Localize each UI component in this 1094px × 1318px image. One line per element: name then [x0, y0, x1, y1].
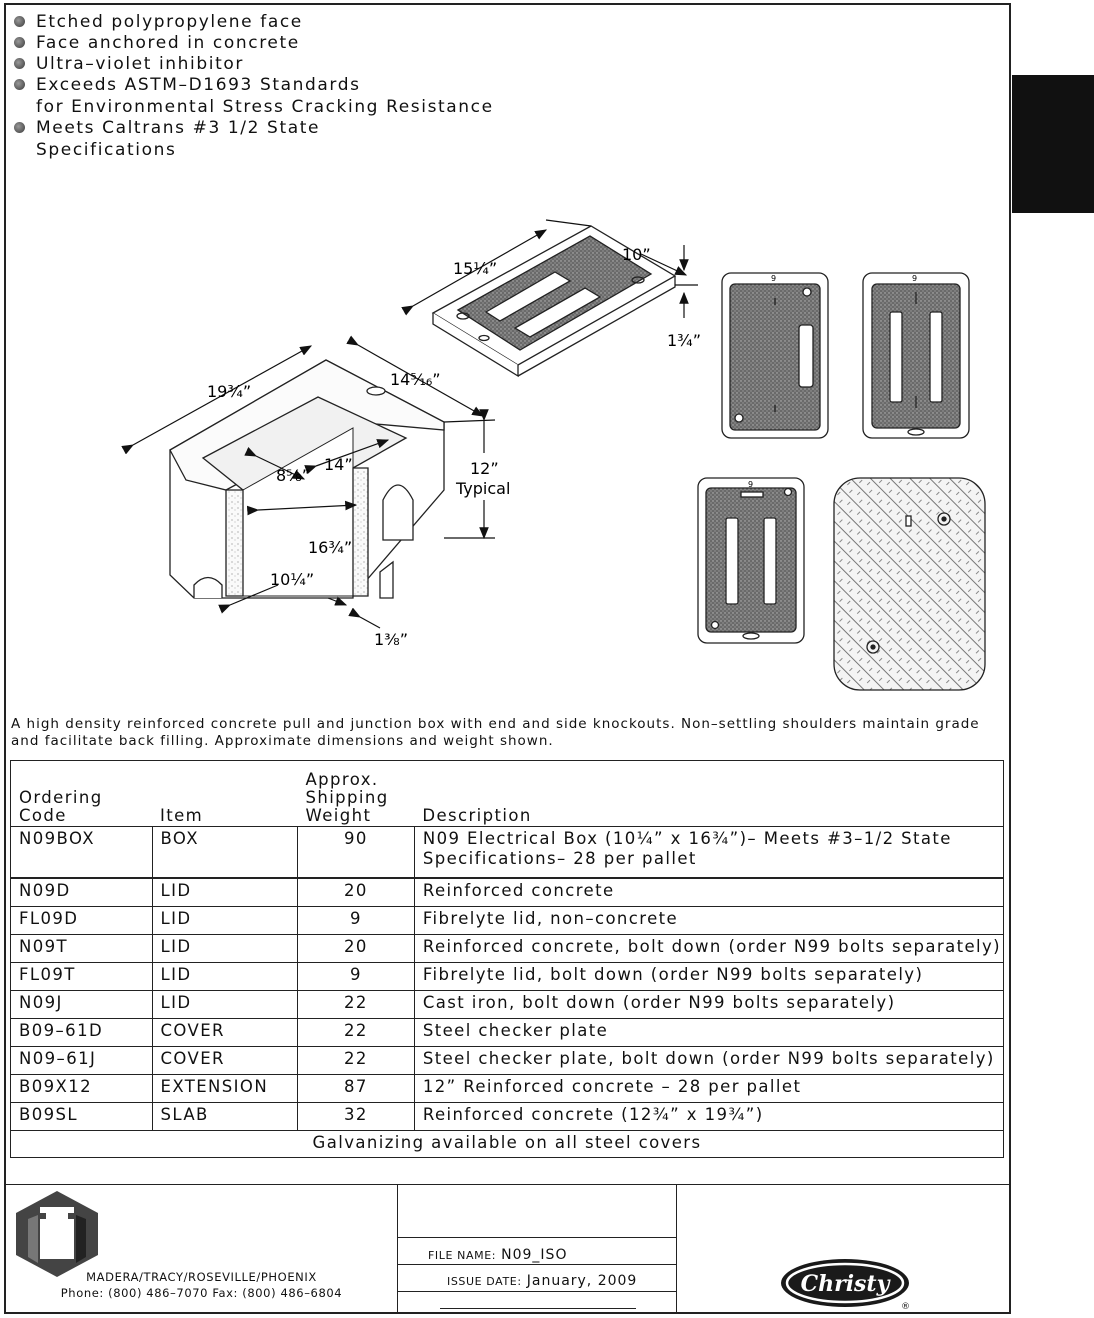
feature-list: [12, 12, 494, 161]
dim-box-height-note: Typical: [456, 479, 511, 498]
lid-number-label: 9: [771, 274, 777, 283]
lid-number-label: 9: [748, 480, 754, 489]
dim-box-inner-length: 14”: [324, 455, 353, 474]
company-block: [6, 1185, 398, 1313]
bullet-icon: [14, 58, 25, 69]
table-footer-note: Galvanizing available on all steel covers: [11, 1131, 1004, 1158]
dim-wall-thickness: 1⅜”: [374, 630, 408, 649]
table-row: B09–61D COVER 22 Steel checker plate: [11, 1019, 1004, 1047]
company-logo-icon: [12, 1189, 102, 1279]
feature-item: Etched polypropylene face: [12, 12, 494, 32]
company-phone: Phone: (800) 486–7070 Fax: (800) 486–6804: [60, 1286, 343, 1300]
dim-box-top-width: 14⁵⁄₁₆”: [390, 370, 441, 389]
product-drawing: [8, 200, 998, 700]
lid-top-view-fibrelyte: [863, 273, 969, 438]
header-description: Description: [414, 761, 1003, 827]
bullet-icon: [14, 37, 25, 48]
feature-item: Ultra–violet inhibitor: [12, 54, 494, 74]
lid-top-view-boltdown: [698, 478, 804, 643]
issue-date-row: ISSUE DATE: January, 2009: [398, 1264, 676, 1290]
file-name-row: FILE NAME: N09_ISO: [398, 1237, 676, 1263]
brand-block: [677, 1185, 1009, 1313]
feature-item: Meets Caltrans #3 1/2 State Specifications: [12, 118, 494, 160]
bullet-icon: [14, 79, 25, 90]
bullet-icon: [14, 122, 25, 133]
table-row: FL09D LID 9 Fibrelyte lid, non–concrete: [11, 907, 1004, 935]
lid-number-label: 9: [912, 274, 918, 283]
dim-lid-width: 10”: [622, 245, 651, 264]
feature-item: Exceeds ASTM–D1693 Standards for Environmental Stress Cracking Resistance: [12, 75, 494, 117]
table-row: B09X12 EXTENSION 87 12” Reinforced concrete – 28 per pallet: [11, 1075, 1004, 1103]
dim-box-inner-width: 8⅝”: [276, 466, 310, 485]
table-row: N09D LID 20 Reinforced concrete: [11, 878, 1004, 907]
table-row: FL09T LID 9 Fibrelyte lid, bolt down (order N99 bolts separately): [11, 963, 1004, 991]
table-row: N09J LID 22 Cast iron, bolt down (order N99 bolts separately): [11, 991, 1004, 1019]
table-header-row: [11, 761, 1004, 827]
table-footer-row: [11, 1131, 1004, 1158]
table-row: N09T LID 20 Reinforced concrete, bolt down (order N99 bolts separately): [11, 935, 1004, 963]
lid-top-view-concrete: [722, 273, 828, 438]
cover-top-view-checker: [834, 478, 985, 690]
dim-box-height: 12”: [470, 459, 499, 478]
dim-box-top-length: 19¾”: [207, 382, 252, 401]
header-item: Item: [152, 761, 297, 827]
header-code: Ordering Code: [11, 761, 153, 827]
dim-box-bottom-width: 10¼”: [270, 570, 315, 589]
registered-mark: ®: [901, 1302, 910, 1311]
company-locations: MADERA/TRACY/ROSEVILLE/PHOENIX: [86, 1270, 317, 1284]
table-row: N09BOX BOX 90 N09 Electrical Box (10¼” x 16¾”)– Meets #3–1/2 State Specifications– 28 per pallet: [11, 827, 1004, 879]
signature-line: [440, 1308, 636, 1309]
title-block: [6, 1184, 1009, 1313]
ordering-table: [10, 760, 1004, 1158]
brand-name: Christy: [800, 1271, 890, 1297]
section-tab: [1012, 75, 1094, 213]
header-weight: Approx. Shipping Weight: [297, 761, 414, 827]
file-info-block: [398, 1185, 677, 1313]
christy-logo: [779, 1251, 919, 1311]
dim-box-bottom-length: 16¾”: [308, 538, 353, 557]
feature-item: Face anchored in concrete: [12, 33, 494, 53]
table-row: B09SL SLAB 32 Reinforced concrete (12¾” x 19¾”): [11, 1103, 1004, 1131]
table-row: N09–61J COVER 22 Steel checker plate, bolt down (order N99 bolts separately): [11, 1047, 1004, 1075]
dim-lid-thickness: 1¾”: [667, 331, 701, 350]
bullet-icon: [14, 16, 25, 27]
product-intro: A high density reinforced concrete pull and junction box with end and side knockouts. Non–settling shoulders maintain grade and facilitate back filling. Approximate dimensions and weight shown.: [11, 716, 980, 749]
dim-lid-length: 15¼”: [453, 259, 498, 278]
